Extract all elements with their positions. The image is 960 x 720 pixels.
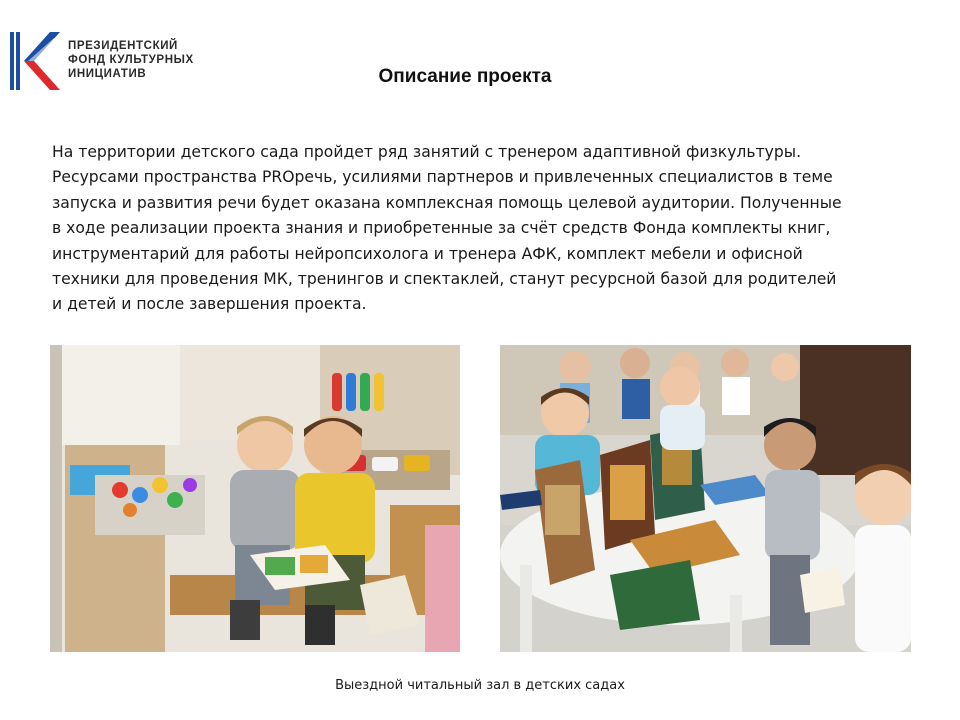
description-line: в ходе реализации проекта знания и приобретенные за счёт средств Фонда комплекты книг, bbox=[52, 219, 831, 238]
logo-line-2: ФОНД КУЛЬТУРНЫХ bbox=[68, 54, 194, 66]
children-at-book-table-photo bbox=[500, 345, 911, 652]
page-title: Описание проекта bbox=[378, 66, 552, 87]
description-line: инструментарий для работы нейропсихолога и тренера АФК, комплект мебели и офисной bbox=[52, 244, 803, 263]
children-reading-on-bench-photo bbox=[50, 345, 460, 652]
photo-caption: Выездной читальный зал в детских садах bbox=[335, 678, 625, 693]
logo-line-1: ПРЕЗИДЕНТСКИЙ bbox=[68, 40, 178, 52]
description-line: запуска и развития речи будет оказана комплексная помощь целевой аудитории. Полученные bbox=[52, 193, 842, 212]
logo-line-3: ИНИЦИАТИВ bbox=[68, 68, 147, 80]
description-line: техники для проведения МК, тренингов и спектаклей, станут ресурсной базой для родителей bbox=[52, 270, 837, 289]
project-description bbox=[52, 140, 922, 318]
description-line: Ресурсами пространства PROречь, усилиями партнеров и привлеченных специалистов в теме bbox=[52, 168, 833, 187]
description-line: На территории детского сада пройдет ряд занятий с тренером адаптивной физкультуры. bbox=[52, 143, 802, 161]
description-line: и детей и после завершения проекта. bbox=[52, 295, 367, 314]
